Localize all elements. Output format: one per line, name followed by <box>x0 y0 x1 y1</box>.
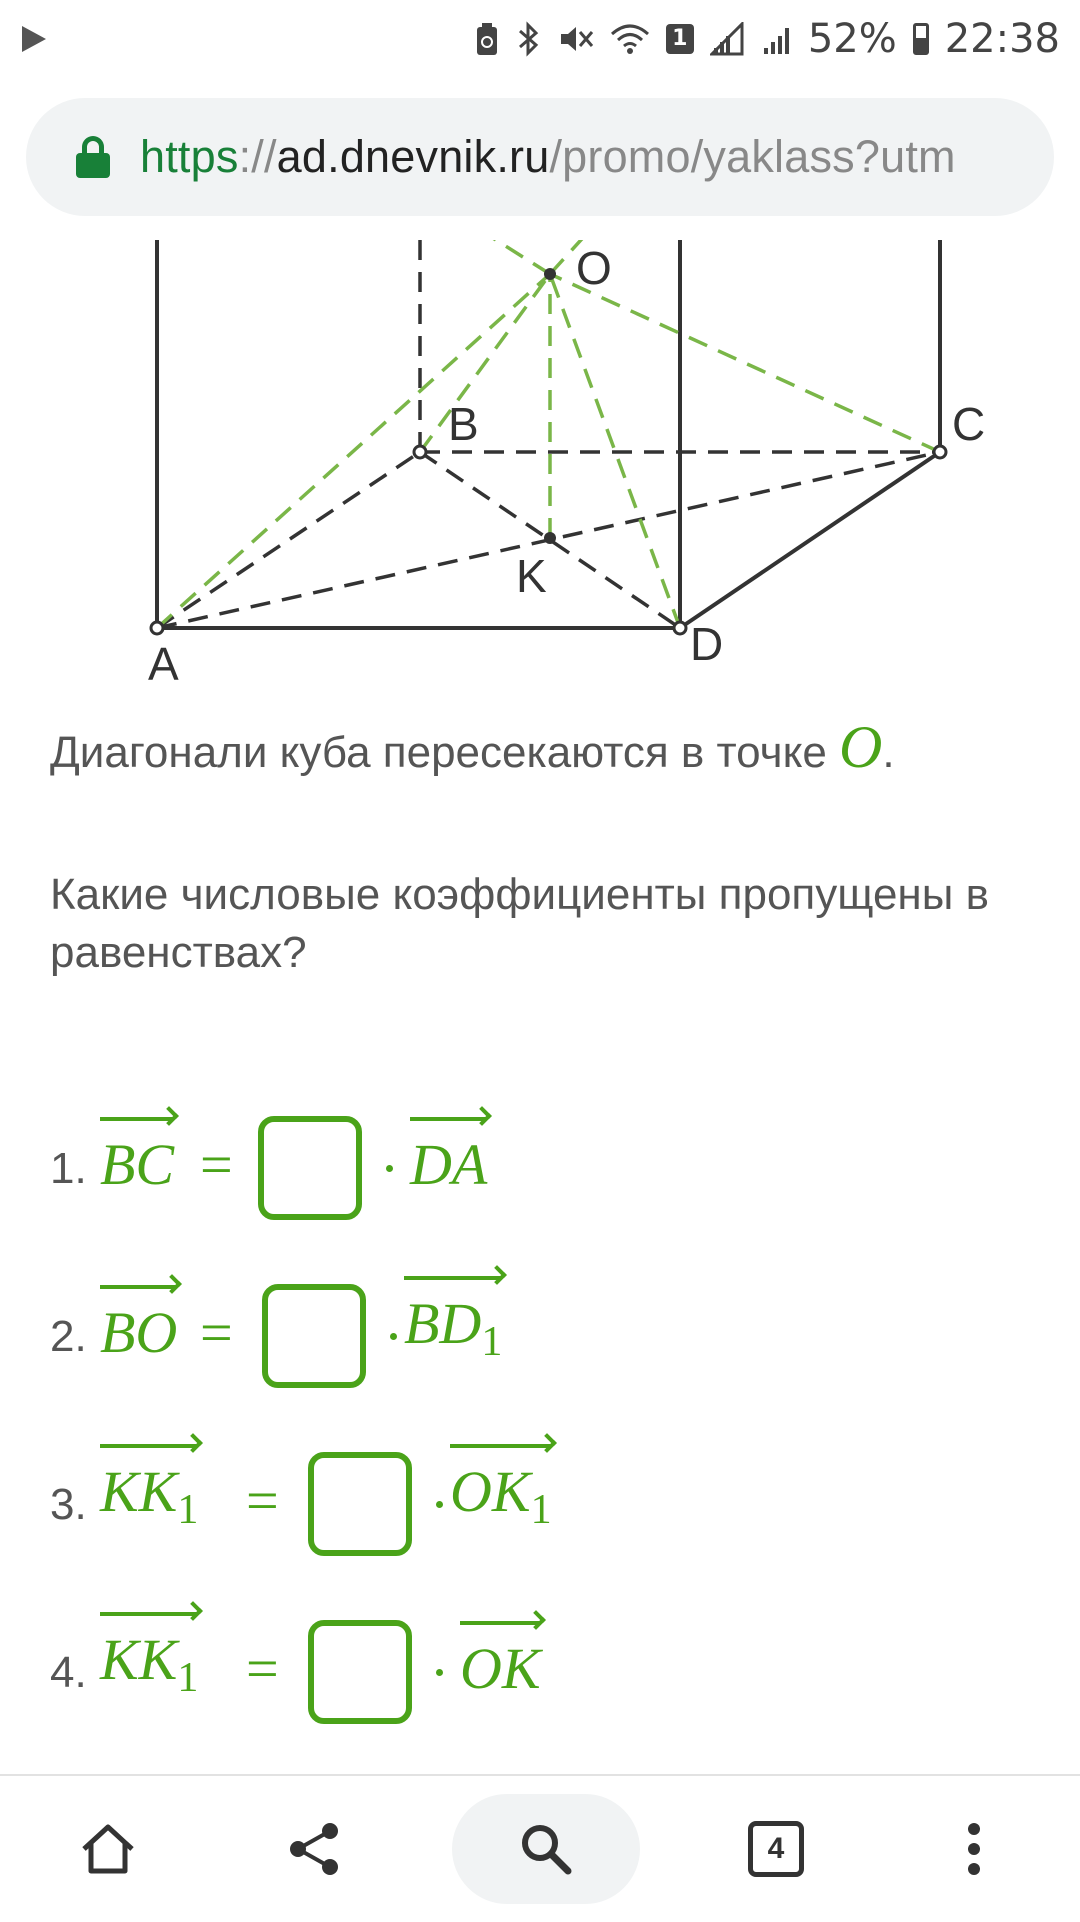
intro-text: Диагонали куба пересекаются в точке <box>50 728 840 777</box>
lock-icon[interactable] <box>76 136 110 178</box>
point-O <box>544 268 556 280</box>
equation-number: 4. <box>50 1648 87 1697</box>
vector-lhs: $KK_1$ <box>100 1458 198 1534</box>
more-button[interactable] <box>924 1794 1024 1904</box>
multiply-dot <box>390 1333 397 1340</box>
point-C <box>934 446 946 458</box>
equation-4 <box>50 1604 950 1724</box>
search-button[interactable] <box>452 1794 640 1904</box>
equation-1 <box>50 1100 950 1220</box>
vector-rhs: DA <box>410 1131 487 1198</box>
answer-input-3[interactable] <box>308 1452 412 1556</box>
equation-number: 3. <box>50 1480 87 1529</box>
equals-sign: = <box>246 1636 279 1701</box>
share-button[interactable] <box>264 1794 364 1904</box>
point-A <box>151 622 163 634</box>
bottom-navigation <box>0 1774 1080 1922</box>
url-separator: :// <box>238 131 277 182</box>
intro-paragraph <box>50 714 1050 782</box>
point-O-symbol: O <box>839 714 883 780</box>
vector-lhs: BO <box>100 1299 177 1366</box>
vector-lhs: BC <box>100 1131 174 1198</box>
share-icon <box>284 1819 344 1879</box>
equation-number: 2. <box>50 1312 87 1361</box>
url-scheme: https <box>140 131 239 182</box>
vector-rhs: $OK_1$ <box>450 1458 552 1534</box>
multiply-dot <box>386 1165 393 1172</box>
signal-2-icon <box>762 22 792 56</box>
home-button[interactable] <box>58 1794 158 1904</box>
label-A: A <box>148 638 179 690</box>
equals-sign: = <box>200 1132 233 1197</box>
sim-badge: 1 <box>666 24 694 54</box>
multiply-dot <box>436 1669 443 1676</box>
equation-2 <box>50 1268 950 1388</box>
status-icons <box>474 14 1060 64</box>
recycle-battery-icon <box>474 22 500 56</box>
multiply-dot <box>436 1501 443 1508</box>
more-icon <box>964 1819 984 1879</box>
edge-DC <box>680 452 940 628</box>
equation-3 <box>50 1436 950 1556</box>
vector-lhs: $KK_1$ <box>100 1626 198 1702</box>
battery-icon <box>913 23 929 55</box>
label-C: C <box>952 398 986 450</box>
bluetooth-icon <box>516 21 542 57</box>
browser-toolbar <box>0 82 1080 240</box>
answer-input-4[interactable] <box>308 1620 412 1724</box>
question-text: Какие числовые коэффициенты пропущены в равенствах? <box>50 870 989 977</box>
vector-rhs: $BD_1$ <box>404 1290 502 1366</box>
vector-rhs: OK <box>460 1635 541 1702</box>
status-bar <box>0 0 1080 82</box>
point-K <box>544 532 556 544</box>
point-B <box>414 446 426 458</box>
home-icon <box>78 1821 138 1877</box>
equals-sign: = <box>246 1468 279 1533</box>
label-D: D <box>690 618 724 670</box>
url-host: ad.dnevnik.ru <box>276 131 550 182</box>
answer-input-2[interactable] <box>262 1284 366 1388</box>
intro-end: . <box>882 728 895 777</box>
signal-icon <box>710 22 746 56</box>
tabs-icon: 4 <box>748 1821 804 1877</box>
label-K: K <box>516 550 547 602</box>
clock: 22:38 <box>944 16 1060 62</box>
mute-icon <box>558 22 594 56</box>
green-BO <box>420 274 550 452</box>
green-upper-1 <box>480 240 550 274</box>
address-bar[interactable] <box>26 98 1054 216</box>
url-path: /promo/yaklass?utm <box>549 131 956 182</box>
equals-sign: = <box>200 1300 233 1365</box>
play-icon <box>22 26 46 52</box>
cube-diagram <box>0 240 1080 700</box>
label-O: O <box>576 242 612 294</box>
url-text[interactable] <box>140 131 956 183</box>
label-B: B <box>448 398 479 450</box>
edge-AB-hidden <box>157 452 420 628</box>
wifi-icon <box>610 22 650 56</box>
point-D <box>674 622 686 634</box>
green-CO <box>550 274 940 452</box>
battery-percent: 52% <box>807 16 897 62</box>
equation-number: 1. <box>50 1144 87 1193</box>
search-icon <box>516 1819 576 1879</box>
tabs-button[interactable] <box>726 1794 826 1904</box>
answer-input-1[interactable] <box>258 1116 362 1220</box>
